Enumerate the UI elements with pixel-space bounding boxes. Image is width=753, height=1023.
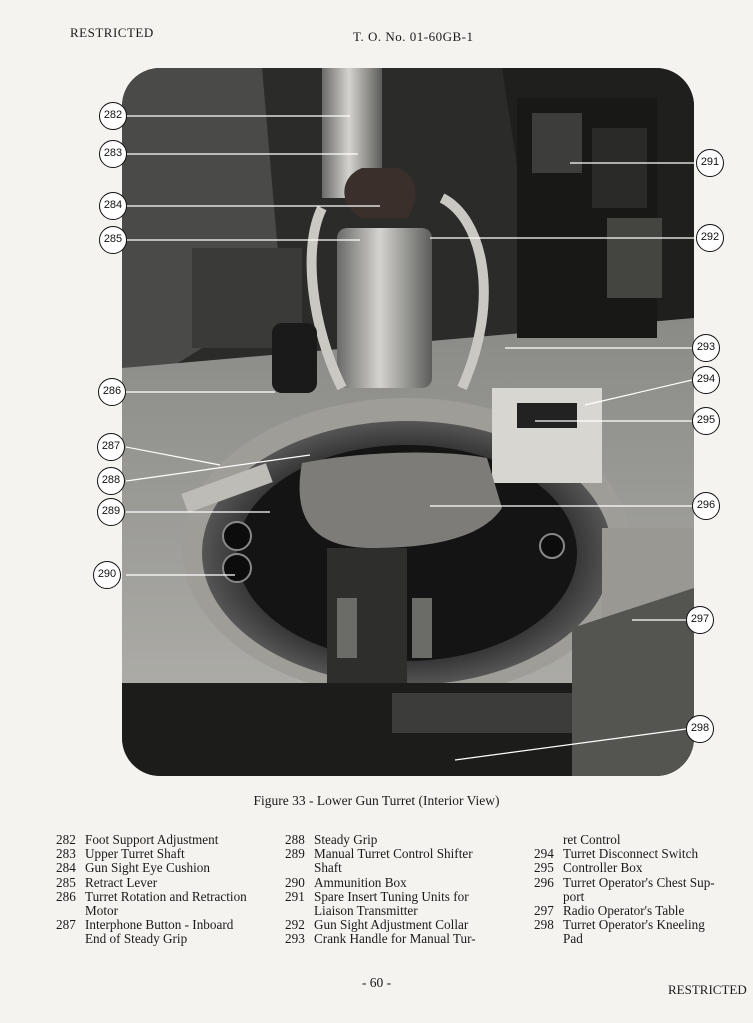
legend-number: 287 (56, 917, 76, 933)
legend-text: Interphone Button - Inboard (85, 917, 234, 933)
legend-item (534, 847, 749, 861)
legend-text: Turret Rotation and Retraction (85, 888, 247, 904)
legend-number: 285 (56, 874, 76, 890)
callout-290: 290 (93, 561, 121, 589)
callout-289: 289 (97, 498, 125, 526)
legend-number: 286 (56, 888, 76, 904)
legend-text: Radio Operator's Table (563, 903, 685, 919)
legend-number: 291 (285, 888, 305, 904)
legend-column-3 (534, 833, 749, 947)
legend-text: Foot Support Adjustment (85, 832, 219, 847)
legend-continuation: End of Steady Grip (85, 931, 188, 947)
legend-item (534, 861, 749, 875)
legend-text: Upper Turret Shaft (85, 846, 185, 862)
callout-293: 293 (692, 334, 720, 362)
callout-286: 286 (98, 378, 126, 406)
legend-text: Turret Operator's Chest Sup- (563, 874, 715, 890)
legend-number: 282 (56, 832, 76, 847)
callout-295: 295 (692, 407, 720, 435)
callout-297: 297 (686, 606, 714, 634)
legend-text: Gun Sight Adjustment Collar (314, 917, 469, 933)
callout-288: 288 (97, 467, 125, 495)
legend-number: 283 (56, 846, 76, 862)
callout-287: 287 (97, 433, 125, 461)
legend-item (285, 847, 515, 861)
legend-number: 284 (56, 860, 76, 876)
legend-number: 289 (285, 846, 305, 862)
legend-item (56, 833, 276, 847)
legend-number: 292 (285, 917, 305, 933)
legend-number: 295 (534, 860, 554, 876)
callout-294: 294 (692, 366, 720, 394)
legend-item (534, 904, 749, 918)
legend-column-1 (56, 833, 276, 947)
legend-continuation: port (563, 888, 585, 904)
legend-continuation: Motor (85, 903, 118, 919)
legend-text: Turret Operator's Kneeling (563, 917, 705, 933)
legend-continuation: Liaison Transmitter (314, 903, 418, 919)
callout-282: 282 (99, 102, 127, 130)
legend-text: Retract Lever (85, 874, 158, 890)
legend-item (56, 876, 276, 890)
legend-item (56, 918, 276, 932)
callout-285: 285 (99, 226, 127, 254)
legend-item (534, 876, 749, 890)
legend-text: Turret Disconnect Switch (563, 846, 699, 862)
legend-number: 297 (534, 903, 554, 919)
legend-number: 290 (285, 874, 305, 890)
legend-text: Controller Box (563, 860, 643, 876)
turret-photo (122, 68, 694, 776)
callout-292: 292 (696, 224, 724, 252)
legend-column-2 (285, 833, 515, 947)
legend-number: 296 (534, 874, 554, 890)
legend-item (56, 890, 276, 904)
legend-text: Gun Sight Eye Cushion (85, 860, 210, 876)
legend-continuation: Pad (563, 931, 583, 947)
legend-text: Manual Turret Control Shifter (314, 846, 473, 862)
legend-number: 294 (534, 846, 554, 862)
callout-291: 291 (696, 149, 724, 177)
legend-item (285, 833, 515, 847)
legend-item (285, 918, 515, 932)
legend-number: 298 (534, 917, 554, 933)
page-number: - 60 - (361, 975, 392, 990)
callout-298: 298 (686, 715, 714, 743)
legend-item (534, 918, 749, 932)
legend-continuation: ret Control (563, 832, 621, 847)
legend-item (285, 890, 515, 904)
footer-restricted: RESTRICTED (668, 982, 747, 997)
legend-item (56, 861, 276, 875)
legend-number: 293 (285, 931, 305, 947)
legend-number: 288 (285, 832, 305, 847)
callout-296: 296 (692, 492, 720, 520)
legend-item (285, 876, 515, 890)
legend-text: Crank Handle for Manual Tur- (314, 931, 476, 947)
header-restricted: RESTRICTED (70, 25, 154, 40)
figure-caption: Figure 33 - Lower Gun Turret (Interior View) (253, 793, 500, 808)
callout-284: 284 (99, 192, 127, 220)
legend-item (285, 932, 515, 946)
legend-item (56, 847, 276, 861)
legend-text: Spare Insert Tuning Units for (314, 888, 469, 904)
callout-283: 283 (99, 140, 127, 168)
header-tech-order-number: T. O. No. 01-60GB-1 (353, 29, 474, 44)
legend-text: Steady Grip (314, 832, 378, 847)
legend-continuation: Shaft (314, 860, 342, 876)
legend-text: Ammunition Box (314, 874, 407, 890)
